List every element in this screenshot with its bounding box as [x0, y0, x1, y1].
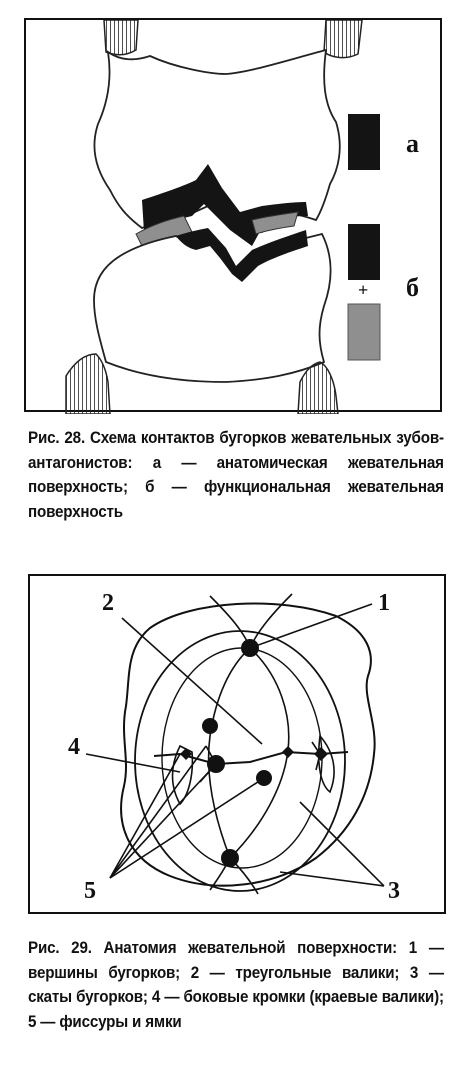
leader-3b — [300, 802, 384, 886]
leader-2 — [122, 618, 262, 744]
lower-tooth-outline — [94, 232, 331, 382]
figure-29-frame — [28, 574, 446, 914]
label-3: 3 — [388, 878, 400, 904]
lower-left-root-hatch — [66, 354, 110, 414]
legend-plus: + — [358, 280, 369, 300]
label-4: 4 — [68, 734, 80, 760]
legend-anatomical-swatch-b — [348, 224, 380, 280]
fissure-star-left — [180, 748, 192, 760]
triangular-ridge-top-left — [209, 648, 250, 858]
upper-right-root-hatch — [324, 20, 362, 58]
figure-28-frame — [24, 18, 442, 412]
label-2: 2 — [102, 590, 114, 616]
legend-functional-swatch-b — [348, 304, 380, 360]
figure-28-diagram — [26, 20, 444, 414]
legend-label-b: б — [406, 273, 419, 302]
legend-anatomical-swatch-a — [348, 114, 380, 170]
fissure-star-mid — [282, 746, 294, 758]
leader-3a — [280, 872, 384, 886]
leader-5a — [110, 746, 206, 878]
inner-occlusal-ellipse — [135, 631, 345, 891]
label-5: 5 — [84, 878, 96, 904]
cusp-tip-bottom — [221, 849, 239, 867]
leader-5b — [110, 764, 216, 878]
upper-left-root-hatch — [104, 20, 138, 55]
fossa-dot-upper-left — [202, 718, 218, 734]
leader-4 — [86, 754, 180, 772]
label-1: 1 — [378, 590, 390, 616]
figure-29-caption: Рис. 29. Анатомия жевательной поверхности: 1 — вершины бугорков; 2 — треугольные валики; 3 — скаты бугорков; 4 — боковые кромки (краевые валики); 5 — фиссуры и ямки — [28, 939, 444, 1031]
figure-29-diagram — [30, 576, 448, 916]
figure-28-caption: Рис. 28. Схема контактов бугорков жевательных зубов-антагонистов: а — анатомическая жевательная поверхность; б — функциональная жевательная поверхность — [28, 429, 444, 521]
leader-1 — [250, 604, 372, 648]
legend-label-a: а — [406, 129, 419, 158]
